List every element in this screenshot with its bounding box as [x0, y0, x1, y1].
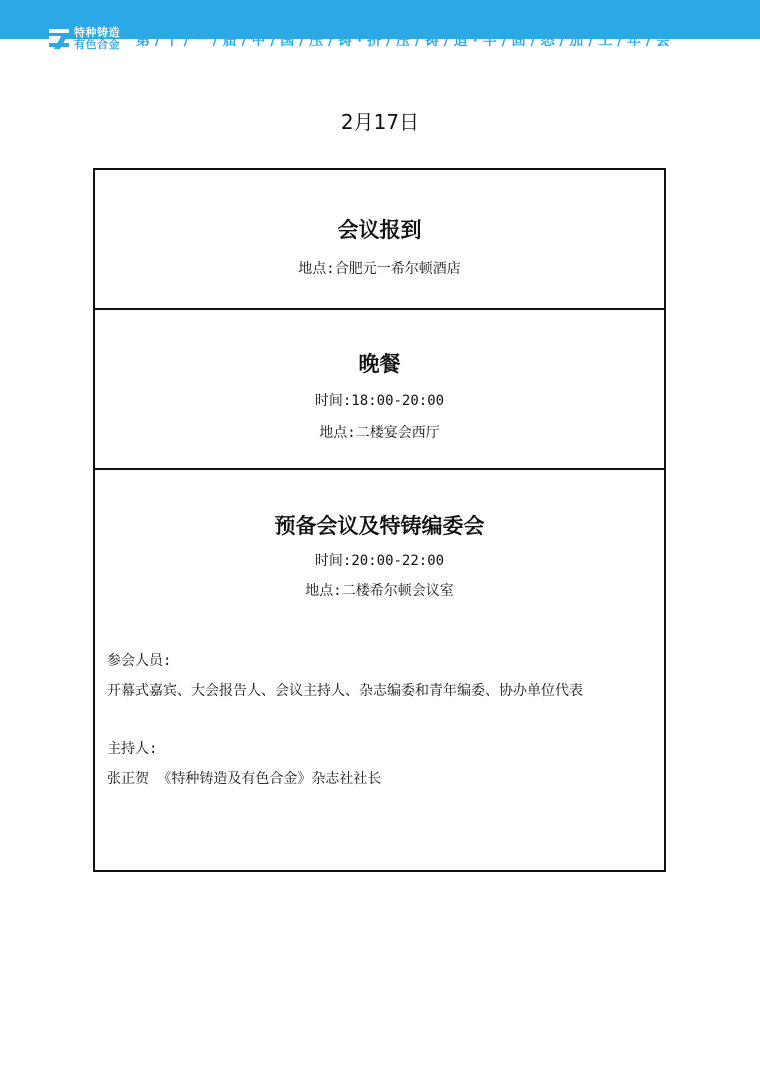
logo-text — [74, 27, 120, 51]
session-location: 地点:合肥元一希尔顿酒店 — [298, 261, 461, 277]
logo-line1: 特种铸造 — [74, 26, 120, 39]
attendees-list: 开幕式嘉宾、大会报告人、会议主持人、杂志编委和青年编委、协办单位代表 — [107, 683, 583, 699]
page-date: 2月17日 — [340, 110, 420, 134]
logo-icon — [48, 27, 70, 51]
session-location: 地点:二楼宴会西厅 — [319, 425, 440, 441]
host-label: 主持人: — [107, 741, 158, 757]
session-title: 晚餐 — [358, 351, 401, 376]
session-registration — [93, 168, 666, 310]
session-time: 时间:20:00-22:00 — [314, 553, 445, 569]
logo — [48, 24, 120, 54]
session-dinner — [93, 308, 666, 470]
session-location: 地点:二楼希尔顿会议室 — [305, 583, 454, 599]
session-preparatory-meeting — [93, 468, 666, 872]
session-title: 会议报到 — [337, 217, 422, 242]
conference-banner: 第 / 十 / 一 / 届 / 中 / 国 / 压 / 铸 · 挤 / 压 / 铸 / 造 · 半 / 固 / 态 / 加 / 工 / 年 / 会 — [136, 33, 670, 49]
session-time: 时间:18:00-20:00 — [314, 393, 445, 409]
attendees-label: 参会人员: — [107, 653, 172, 669]
host-name: 张正贺 《特种铸造及有色合金》杂志社社长 — [107, 771, 382, 787]
logo-line2: 有色合金 — [74, 38, 120, 51]
session-title: 预备会议及特铸编委会 — [274, 513, 485, 538]
